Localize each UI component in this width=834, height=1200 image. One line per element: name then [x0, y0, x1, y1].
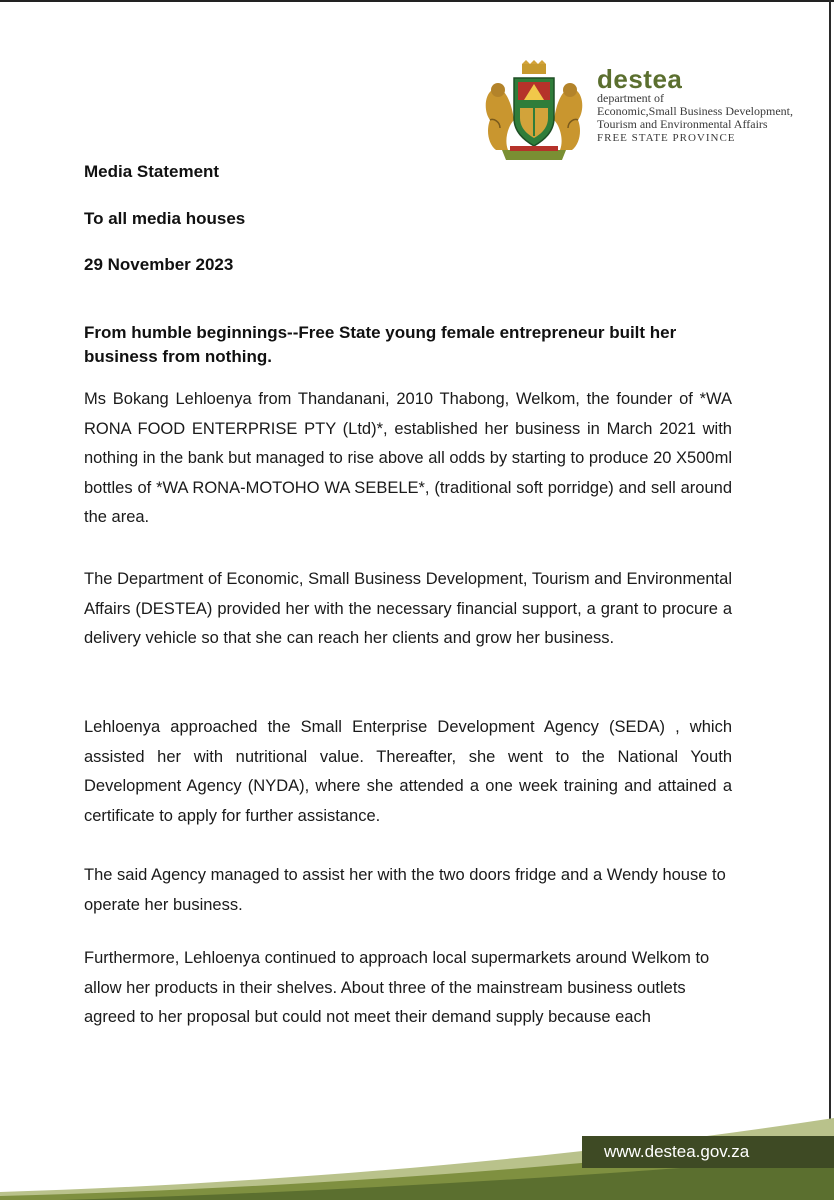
statement-title: From humble beginnings--Free State young female entrepreneur built her business from nothing.: [84, 323, 677, 366]
right-border: [829, 0, 831, 1200]
coat-of-arms-icon: [478, 60, 590, 164]
audience-line: To all media houses: [84, 209, 246, 228]
letterhead: [478, 60, 798, 160]
paragraph: Ms Bokang Lehloenya from Thandanani, 2010 Thabong, Welkom, the founder of *WA RONA FOOD ENTERPRISE PTY (Ltd)*, established her business in March 2021 with nothing in the bank but managed to rise above all odds by starting to produce 20 X500ml bottles of *WA RONA-MOTOHO WA SEBELE*, (traditional soft porridge) and sell around the area.: [84, 390, 732, 526]
paragraph: The said Agency managed to assist her with the two doors fridge and a Wendy house to operate her business.: [84, 866, 726, 914]
paragraph: The Department of Economic, Small Business Development, Tourism and Environmental Affairs (DESTEA) provided her with the necessary financial support, a grant to procure a delivery vehicle so that she can reach her clients and grow her business.: [84, 570, 732, 647]
statement-date: 29 November 2023: [84, 255, 234, 274]
paragraph: Furthermore, Lehloenya continued to approach local supermarkets around Welkom to allow her products in their shelves. About three of the mainstream business outlets agreed to her proposal but could not meet their demand supply because each: [84, 949, 710, 1026]
top-border: [0, 0, 834, 2]
brand-line: Economic,Small Business Development,: [597, 104, 793, 118]
brand-line: Tourism and Environmental Affairs: [597, 117, 768, 131]
brand-line: department of: [597, 91, 664, 105]
paragraph: Lehloenya approached the Small Enterprise Development Agency (SEDA) , which assisted her with nutritional value. Thereafter, she went to the National Youth Development Agency (NYDA), where she attended a one week training and attained a certificate to apply for further assistance.: [84, 718, 732, 825]
brand-block: [597, 66, 793, 145]
brand-province: FREE STATE PROVINCE: [597, 132, 736, 144]
brand-name: destea: [597, 64, 683, 94]
statement-label: Media Statement: [84, 162, 220, 181]
website-link[interactable]: www.destea.gov.za: [604, 1142, 750, 1161]
